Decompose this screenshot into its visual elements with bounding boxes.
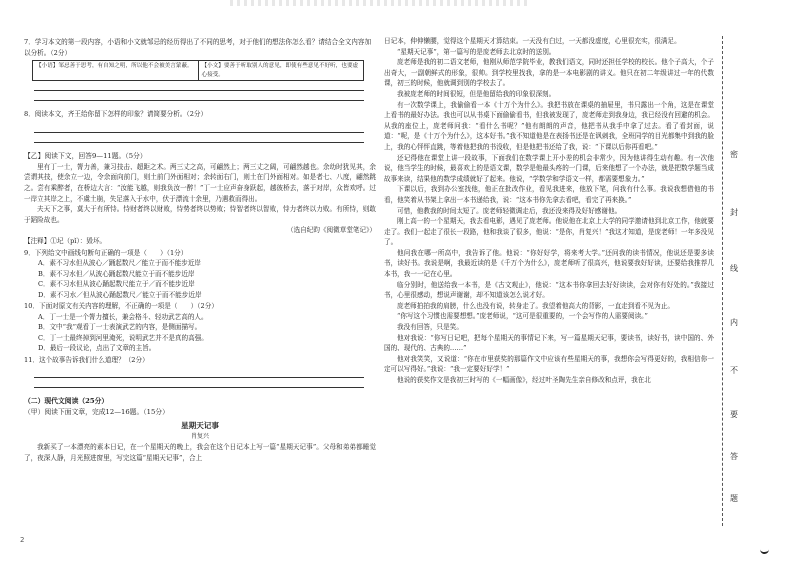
- seal-char: 内: [730, 318, 738, 327]
- article-paragraph-1: 我新买了一本漂亮的素本日记，在一个星期天的晚上，我会在这个日记本上写一篇“星期天记事”。父母和弟弟都睡觉了，夜深人静，月光照进窗里，写完这篇“星期天记事”，合上: [24, 443, 376, 462]
- passage-yi-paragraph-3: 夫天下之事，莫大于有所恃。恃财者终以财败，恃势者终以势败；恃智者终以智败，恃力者终以力败。有所恃，则敢于蹈险故也。: [24, 205, 376, 224]
- article-author: 肖复兴: [190, 433, 209, 441]
- question-11: 11．这个故事告诉我们什么道理？（2分）: [24, 355, 149, 364]
- article-paragraph: 日记本，伸伸懒腰，觉得这个星期天才算结束。一天没有白过，一天都没虚度，心里很充实，很满足。: [384, 37, 681, 45]
- seal-char: 密: [730, 150, 738, 159]
- scan-corner-mark: [760, 548, 769, 554]
- answer-line: [34, 377, 364, 378]
- seal-line: [722, 36, 723, 526]
- answer-line: [34, 142, 364, 143]
- q10-option-d: D．最后一段议论，点出了文章的主旨。: [38, 344, 156, 353]
- article-paragraph: “你写这个习惯也需要想想。”庞老师说，“这可是很重要的，一个会写作的人需要阅读。”: [397, 312, 648, 321]
- article-paragraph: 庞老师拍拍我的肩膀，什么也没有说，转身走了。我望着他高大的背影，一直走到看不见为止。: [397, 301, 674, 310]
- passage-jia-heading: （甲）阅读下面文章，完成12—16题。（15分）: [24, 408, 169, 417]
- page-number: 2: [20, 536, 25, 544]
- article-paragraph: 他对我说：“你写日记吧，把每个星期天的事情记下来，写一篇星期天记事，要读书，读好书，读中国的、外国的、现代的、古典的……”: [384, 333, 714, 353]
- article-paragraph: 刚上高一的一个星期天，我去看电影，遇见了庞老师。他说他在北京上大学的同学邀请他到北京工作，他就要走了。我们一起走了很长一段路，他和我谈了很多，他说：“是你，肖复兴！”我这才知道，是庞老师！一年多没见了。: [384, 217, 714, 247]
- article-paragraph: 我被庞老师的时间很短，但是他留给我的印象很深刻。: [397, 89, 556, 98]
- q10-option-c: C．丁一士最终掉到河里淹死，说明武艺并不是真的高强。: [38, 333, 208, 342]
- section-2-heading: （二）现代文阅读（25分）: [24, 397, 109, 406]
- q7-opinion-xiaowen: 【小文】要善于听取别人的意见，即使有些意见不好听，也要虚心接受。: [198, 61, 364, 80]
- seal-char: 封: [730, 208, 738, 217]
- passage-yi-paragraph-1: 里有丁一士，膂力善，兼习技击、超距之术。两三丈之高，可翩然上；两三丈之阔，可翩然越也。余幼时犹见其，余尝谓其技，使余立一边，令余面向前门，则土前门外面相对；余转面右门，则土在门外面相对。如是者七、八度，翩然跳之。尝有乘醉者，在桥边大言：“汝能飞越，则我负汝一醉！”丁一士应声奋身跃起，越彼桥去，落于对岸，众皆欢呼。过一岸立其岸之上，不虞土崩，失足落入于水中，伏于漂流十余里，乃遇救而得出。: [24, 162, 376, 203]
- article-paragraph: 庞老师是我的初二语文老师，他刚从师范学院毕业，教我们语文，同时还担任学校的校长。他个子高大，个子出奇大，一副朝鲜式的形象，很帅。到学校里找我，拿的是一本电影剧的讲义。他只在初二年级讲过一年的代数课，初三的时候，他就调到别的学校去了。: [384, 58, 714, 88]
- answer-line: [34, 100, 364, 101]
- q10-option-b: B．文中“我”观看丁一士表演武艺的内容，是侧面描写。: [38, 323, 202, 332]
- answer-line: [34, 387, 364, 388]
- passage-yi-source: （选自纪昀《阅微草堂笔记》）: [286, 226, 376, 235]
- article-paragraph: 我没有回答，只是笑。: [397, 323, 463, 332]
- answer-line: [34, 90, 364, 91]
- article-paragraph: 临分别时，他送给我一本书，是《古文观止》，他说：“这本书你拿回去好好读读，会对你有好处的。”我接过书，心里很感动，想说声谢谢，却不知道该怎么说才好。: [384, 280, 714, 300]
- seal-char: 线: [730, 264, 738, 273]
- answer-line: [34, 132, 364, 133]
- article-paragraph: 他对我笑笑，又说道：“你在市里获奖的那篇作文中应该有些星期天的事，我想你会写得更好的，我相信你一定可以写得好。”我说：“我一定要好好学！”: [384, 354, 714, 374]
- article-paragraph: 还记得他在课堂上讲一段故事，下面我们在数学课上开小差的机会非常少，因为他讲得生动有趣。有一次他说，他当学生的时候，最喜欢上的是语文课，数学是他最头疼的一门课，后来他想了一个办法，就是把数学题当成故事来读，结果他的数学成绩就好了起来。他说，“学数学和学语文一样，都需要想象力。”: [384, 153, 714, 183]
- q10-option-a: A．丁一士是一个膂力擅长，兼会格斗、轻功武艺高的人。: [38, 312, 208, 321]
- scan-noise-top: [230, 0, 530, 6]
- seal-char: 要: [730, 410, 738, 419]
- seal-char: 答: [730, 452, 738, 461]
- q9-option-b: B．素不习水但／从波心踊起数尺能立于而不能步近岸: [38, 269, 195, 278]
- question-9: 9．下列给文中画线句断句正确的一项是（ ）（1分）: [24, 248, 188, 257]
- q9-option-d: D．素不习水／但从波心踊起数尺／能立于而不能步近岸: [38, 290, 202, 299]
- question-7: 7．学习本文的第一段内容，小语和小文就邹忌的经历得出了不同的思考，对于他们的想法你怎么看？请结合全文内容加以分析。（2分）: [24, 38, 372, 57]
- article-paragraph: 他问我在哪一所高中，我告诉了他。他说：“你好好学，将来考大学。”还问我的读书情况，他说还是要多读书，读好书。我说是啊，我最近读的是《千万个为什么》，庞老师听了很高兴，他说要我好好读，还要给我推荐几本书，我一一记在心里。: [384, 248, 714, 279]
- q7-opinion-box: [32, 60, 364, 81]
- question-10: 10．下面对原文有关内容的理解，不正确的一项是（ ）（2分）: [24, 302, 218, 311]
- article-title: 星期天记事: [181, 421, 219, 431]
- article-paragraph: 下课以后，我到办公室找他，他正在批改作业，看见我进来，他放下笔，问我有什么事。我说我想借他的书看，他笑着从书架上拿出一本书递给我，说：“这本书你先拿去看吧，看完了再来换。”: [384, 185, 714, 204]
- q9-option-a: A．素不习水但从波心／踊起数尺／能立于而不能步近岸: [38, 259, 202, 268]
- q9-option-c: C．素不习水但从波心踊起数尺能立于／而不能步近岸: [38, 280, 195, 289]
- left-column: [24, 36, 376, 541]
- seal-char: 不: [730, 366, 738, 375]
- passage-yi-note: 【注释】①圮（pǐ）：毁坏。: [24, 236, 107, 245]
- article-paragraph: 有一次数学课上，我偷偷看一本《十万个为什么》。我把书放在课桌的抽屉里，书只露出一个角，这是在课堂上看书的最好办法。我也可以从书桌下面偷偷看书，但我被发现了，庞老师走到我身边，我已经没有回避的机会。从我的座位上，庞老师问我：“看什么书呢？”他有朗朗的声音，他把书从我手中拿了过去。看了看封面，说道：“呢，是《十万个为什么》，这本好书。”我不知道他是在表扬书还是在讽刺我，全班同学的目光都集中到我的脸上，我的心怦怦直跳，等着他把我的书没收，但是他把书还给了我，说：“下课以后你再看吧。”: [384, 100, 714, 151]
- question-8: 8．阅读本文，齐王给你留下怎样的印象？请简要分析。（2分）: [24, 110, 208, 119]
- right-column: [384, 36, 714, 554]
- article-paragraph: “星期天记事”，第一篇写的是庞老师去北京时的送别。: [397, 47, 556, 56]
- seal-char: 题: [730, 494, 738, 503]
- passage-yi-heading: 【乙】阅读下文，回答9—11题。（5分）: [24, 151, 147, 160]
- article-paragraph: 他说的获奖作文是我初三时写的《一幅画像》，经过叶圣陶先生亲自修改和点评，我在北: [397, 376, 651, 384]
- q7-opinion-xiaoyu: 【小语】邹忌善于思考，有自知之明，所以他不会被美言蒙蔽。: [36, 63, 193, 70]
- article-paragraph: 可惜，他教我的时间太短了。庞老师轻微调走后，我还没来得及好好感谢他。: [397, 206, 622, 215]
